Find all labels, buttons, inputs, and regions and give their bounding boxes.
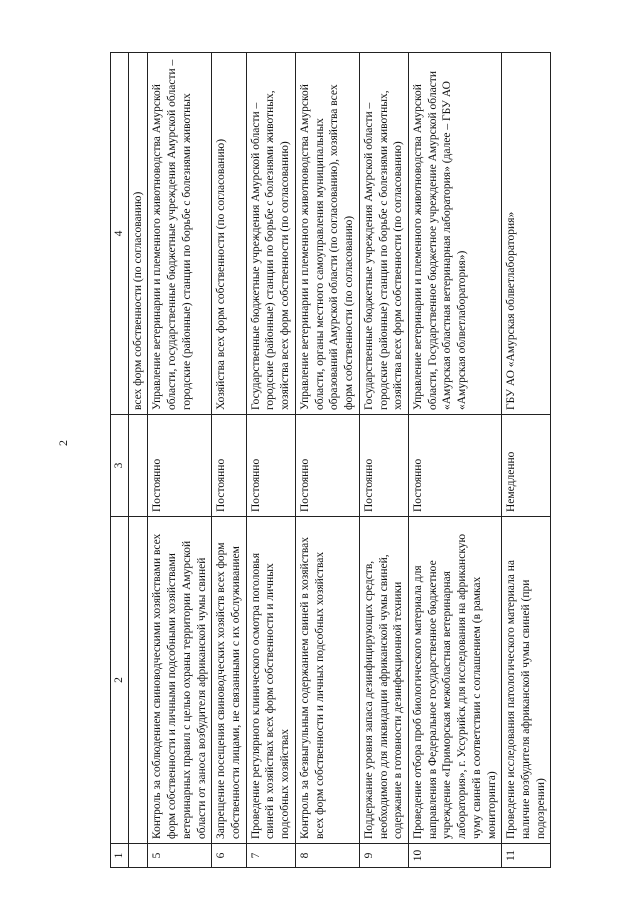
header-col-1: 1 — [111, 844, 129, 868]
table-row — [502, 53, 551, 868]
header-col-3: 3 — [111, 415, 129, 517]
row-executors: Государственные бюджетные учреждения Амурской области – городские (районные) станции по борьбе с болезнями животных, хозяйства всех форм собственности (по согласованию) — [246, 53, 295, 415]
continuation-row — [128, 53, 148, 868]
row-number: 10 — [408, 844, 501, 868]
row-activity: Проведение регулярного клинического осмотра поголовья свиней в хозяйствах всех форм собственности и личных подсобных хозяйствах — [246, 517, 295, 844]
row-number: 5 — [148, 844, 212, 868]
row-number: 9 — [359, 844, 408, 868]
row-executors: Хозяйства всех форм собственности (по согласованию) — [212, 53, 246, 415]
measures-table — [110, 52, 551, 868]
row-activity: Контроль за соблюдением свиноводческими хозяйствами всех форм собственности и личными подсобными хозяйствами ветеринарных правил с целью охраны территории Амурской области от заноса возбудителя африканской чумы свиней — [148, 517, 212, 844]
table-row — [148, 53, 212, 868]
row-term: Постоянно — [359, 415, 408, 517]
row-term: Постоянно — [295, 415, 359, 517]
continuation-text: всех форм собственности (по согласованию) — [128, 53, 148, 415]
row-executors: Управление ветеринарии и племенного животноводства Амурской области, государственные бюджетные учреждения Амурской области – городские (районные) станции по борьбе с болезнями животных — [148, 53, 212, 415]
header-col-2: 2 — [111, 517, 129, 844]
row-term: Постоянно — [148, 415, 212, 517]
row-activity: Проведение исследования патологического материала на наличие возбудителя африканской чумы свиней (при подозрении) — [502, 517, 551, 844]
table-row — [212, 53, 246, 868]
row-activity: Проведение отбора проб биологического материала для направления в Федеральное государственное бюджетное учреждение «Приморская межобластная ветеринарная лаборатория», г. Уссурийск для исследования на африканскую чуму свиней в соответствии с соглашением (в рамках мониторинга) — [408, 517, 501, 844]
row-executors: ГБУ АО «Амурская облветлаборатория» — [502, 53, 551, 415]
table-row — [359, 53, 408, 868]
row-number: 11 — [502, 844, 551, 868]
row-executors: Государственные бюджетные учреждения Амурской области – городские (районные) станции по борьбе с болезнями животных, хозяйства всех форм собственности (по согласованию) — [359, 53, 408, 415]
row-term: Немедленно — [502, 415, 551, 517]
row-activity: Поддержание уровня запаса дезинфицирующих средств, необходимого для ликвидации африканской чумы свиней, содержание в готовности дезинфекционной техники — [359, 517, 408, 844]
table-row — [246, 53, 295, 868]
table-row — [295, 53, 359, 868]
row-number: 8 — [295, 844, 359, 868]
row-term: Постоянно — [246, 415, 295, 517]
header-col-4: 4 — [111, 53, 129, 415]
table-row — [408, 53, 501, 868]
rotated-page-content — [110, 53, 551, 868]
row-executors: Управление ветеринарии и племенного животноводства Амурской области, Государственное бюджетное учреждение Амурской области «Амурская областная ветеринарная лаборатория» (далее – ГБУ АО «Амурская облветлаборатория») — [408, 53, 501, 415]
row-activity: Запрещение посещения свиноводческих хозяйств всех форм собственности лицами, не связанными с их обслуживанием — [212, 517, 246, 844]
row-number: 6 — [212, 844, 246, 868]
row-activity: Контроль за безвыгульным содержанием свиней в хозяйствах всех форм собственности и личных подсобных хозяйствах — [295, 517, 359, 844]
header-row — [111, 53, 129, 868]
row-term: Постоянно — [212, 415, 246, 517]
row-number: 7 — [246, 844, 295, 868]
page-number: 2 — [56, 440, 70, 446]
row-executors: Управление ветеринарии и племенного животноводства Амурской области, органы местного самоуправления муниципальных образований Амурской области (по согласованию), хозяйства всех форм собственности (по согласованию) — [295, 53, 359, 415]
row-term: Постоянно — [408, 415, 501, 517]
